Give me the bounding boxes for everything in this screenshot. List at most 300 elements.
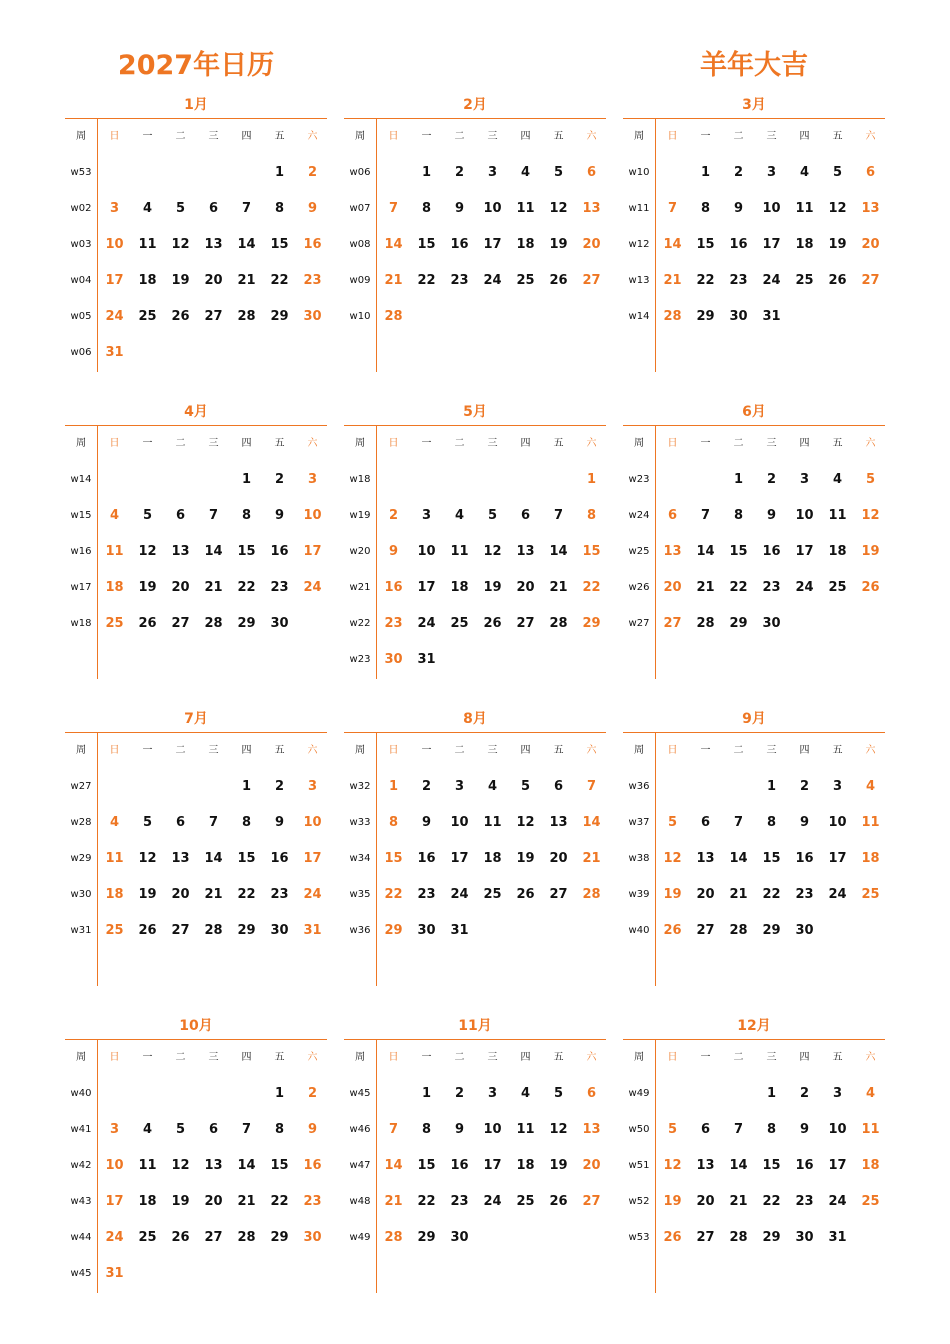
day-cell: 25 (861, 887, 880, 902)
day-cell: 19 (549, 1158, 568, 1173)
weekday-label: 一 (421, 438, 432, 449)
day-cell: 25 (516, 273, 535, 288)
day-cell: 4 (142, 1122, 153, 1137)
day-cell: 2 (274, 472, 285, 487)
day-cell: 27 (582, 273, 601, 288)
day-cell: 7 (208, 815, 219, 830)
day-cell: 4 (142, 201, 153, 216)
day-cell: 3 (307, 779, 318, 794)
weekday-label: 二 (175, 745, 186, 756)
week-row (65, 263, 327, 299)
day-cell: 2 (274, 779, 285, 794)
day-cell: 2 (307, 1086, 318, 1101)
day-cell: 12 (549, 201, 568, 216)
day-cell: 24 (303, 580, 322, 595)
day-cell: 10 (828, 1122, 847, 1137)
day-cell: 3 (487, 1086, 498, 1101)
day-cell: 28 (549, 616, 568, 631)
day-cell: 30 (384, 652, 403, 667)
day-cell: 20 (582, 1158, 601, 1173)
month-title: 6月 (742, 404, 766, 420)
day-cell: 7 (667, 201, 678, 216)
day-cell: 5 (175, 1122, 186, 1137)
weekday-label: 三 (208, 438, 219, 449)
month-block (344, 1015, 606, 1301)
day-cell: 13 (861, 201, 880, 216)
day-cell: 21 (384, 1194, 403, 1209)
week-row (623, 462, 885, 498)
week-number: w24 (628, 510, 650, 521)
day-cell: 12 (828, 201, 847, 216)
week-number: w04 (70, 275, 92, 286)
day-cell: 29 (582, 616, 601, 631)
day-cell: 24 (105, 1230, 124, 1245)
week-number: w05 (70, 311, 92, 322)
day-cell: 30 (417, 923, 436, 938)
weekday-label: 四 (799, 131, 810, 142)
day-cell: 8 (274, 201, 285, 216)
week-number: w38 (628, 853, 650, 864)
day-cell: 21 (204, 580, 223, 595)
week-row (344, 1220, 606, 1256)
day-cell: 20 (171, 887, 190, 902)
day-cell: 15 (417, 237, 436, 252)
day-cell: 15 (237, 544, 256, 559)
week-column-label: 周 (76, 438, 86, 449)
week-column-label: 周 (634, 745, 644, 756)
day-cell: 20 (696, 1194, 715, 1209)
week-column-label: 周 (355, 1052, 365, 1063)
day-cell: 31 (762, 309, 781, 324)
day-cell: 2 (454, 1086, 465, 1101)
week-number: w37 (628, 817, 650, 828)
day-cell: 22 (384, 887, 403, 902)
weekday-label: 二 (175, 131, 186, 142)
week-number: w52 (628, 1196, 650, 1207)
day-cell: 12 (516, 815, 535, 830)
day-cell: 1 (700, 165, 711, 180)
weekday-label: 六 (865, 745, 876, 756)
day-cell: 26 (171, 309, 190, 324)
day-cell: 1 (766, 1086, 777, 1101)
week-number: w12 (628, 239, 650, 250)
day-cell: 23 (417, 887, 436, 902)
day-cell: 18 (516, 237, 535, 252)
month-title: 2月 (463, 97, 487, 113)
day-cell: 5 (175, 201, 186, 216)
week-column-label: 周 (76, 131, 86, 142)
day-cell: 28 (204, 923, 223, 938)
day-cell: 24 (483, 1194, 502, 1209)
day-cell: 29 (729, 616, 748, 631)
week-number: w45 (70, 1268, 92, 1279)
week-number: w19 (349, 510, 371, 521)
day-cell: 4 (109, 508, 120, 523)
day-cell: 19 (516, 851, 535, 866)
day-cell: 21 (549, 580, 568, 595)
week-number: w44 (70, 1232, 92, 1243)
week-number: w20 (349, 546, 371, 557)
day-cell: 28 (696, 616, 715, 631)
week-number: w49 (628, 1088, 650, 1099)
weekday-label: 一 (421, 745, 432, 756)
weekday-label: 五 (274, 131, 285, 142)
weekday-label: 六 (586, 438, 597, 449)
weekday-label: 六 (865, 1052, 876, 1063)
day-cell: 14 (384, 1158, 403, 1173)
day-cell: 29 (270, 309, 289, 324)
week-row (623, 1220, 885, 1256)
day-cell: 16 (450, 1158, 469, 1173)
day-cell: 15 (237, 851, 256, 866)
day-cell: 16 (729, 237, 748, 252)
week-number: w35 (349, 889, 371, 900)
day-cell: 18 (795, 237, 814, 252)
weekday-label: 四 (241, 1052, 252, 1063)
weekday-label: 三 (766, 131, 777, 142)
week-number: w40 (628, 925, 650, 936)
weekday-label: 二 (733, 438, 744, 449)
week-number: w02 (70, 203, 92, 214)
day-cell: 29 (384, 923, 403, 938)
weekday-header-row (623, 733, 885, 769)
day-cell: 29 (762, 923, 781, 938)
day-cell: 20 (696, 887, 715, 902)
day-cell: 7 (586, 779, 597, 794)
day-cell: 22 (696, 273, 715, 288)
day-cell: 19 (861, 544, 880, 559)
day-cell: 17 (450, 851, 469, 866)
day-cell: 19 (483, 580, 502, 595)
day-cell: 4 (109, 815, 120, 830)
day-cell: 9 (307, 201, 318, 216)
weekday-label: 六 (865, 131, 876, 142)
day-cell: 1 (733, 472, 744, 487)
day-cell: 23 (795, 1194, 814, 1209)
day-cell: 22 (762, 887, 781, 902)
day-cell: 30 (303, 309, 322, 324)
week-number: w09 (349, 275, 371, 286)
week-number: w43 (70, 1196, 92, 1207)
day-cell: 21 (237, 1194, 256, 1209)
day-cell: 20 (171, 580, 190, 595)
week-number: w03 (70, 239, 92, 250)
week-number: w40 (70, 1088, 92, 1099)
week-number: w50 (628, 1124, 650, 1135)
day-cell: 27 (171, 923, 190, 938)
week-row (623, 534, 885, 570)
week-row (344, 227, 606, 263)
day-cell: 3 (454, 779, 465, 794)
weekday-label: 四 (799, 1052, 810, 1063)
month-title: 3月 (742, 97, 766, 113)
day-cell: 30 (762, 616, 781, 631)
day-cell: 4 (865, 779, 876, 794)
day-cell: 5 (667, 815, 678, 830)
day-cell: 29 (237, 923, 256, 938)
week-row (65, 1112, 327, 1148)
weekday-label: 六 (865, 438, 876, 449)
day-cell: 16 (303, 237, 322, 252)
day-cell: 12 (549, 1122, 568, 1137)
day-cell: 9 (766, 508, 777, 523)
day-cell: 17 (303, 851, 322, 866)
week-number: w13 (628, 275, 650, 286)
day-cell: 20 (516, 580, 535, 595)
week-column-label: 周 (355, 438, 365, 449)
day-cell: 12 (663, 851, 682, 866)
weekday-label: 二 (454, 1052, 465, 1063)
day-cell: 13 (204, 1158, 223, 1173)
day-cell: 4 (487, 779, 498, 794)
day-cell: 8 (388, 815, 399, 830)
weekday-label: 六 (586, 745, 597, 756)
week-row (344, 191, 606, 227)
weekday-label: 六 (307, 745, 318, 756)
weekday-label: 三 (766, 1052, 777, 1063)
day-cell: 9 (454, 201, 465, 216)
day-cell: 18 (861, 851, 880, 866)
week-number: w29 (70, 853, 92, 864)
day-cell: 13 (663, 544, 682, 559)
weekday-header-row (65, 119, 327, 155)
week-row (65, 570, 327, 606)
day-cell: 11 (105, 851, 124, 866)
day-cell: 17 (828, 1158, 847, 1173)
week-row (65, 913, 327, 949)
month-block (65, 94, 327, 380)
calendar-title: 2027年日历 (117, 50, 275, 81)
day-cell: 21 (582, 851, 601, 866)
day-cell: 29 (237, 616, 256, 631)
weekday-label: 五 (274, 438, 285, 449)
day-cell: 30 (795, 923, 814, 938)
day-cell: 7 (388, 201, 399, 216)
day-cell: 21 (729, 1194, 748, 1209)
month-block (65, 401, 327, 687)
weekday-label: 二 (454, 131, 465, 142)
week-column-label: 周 (76, 745, 86, 756)
day-cell: 14 (582, 815, 601, 830)
day-cell: 7 (733, 1122, 744, 1137)
month-title: 8月 (463, 711, 487, 727)
day-cell: 21 (663, 273, 682, 288)
day-cell: 15 (762, 1158, 781, 1173)
day-cell: 18 (861, 1158, 880, 1173)
month-block (623, 401, 885, 687)
week-number: w07 (349, 203, 371, 214)
weekday-label: 日 (667, 745, 678, 756)
day-cell: 17 (105, 1194, 124, 1209)
week-row (623, 1112, 885, 1148)
day-cell: 6 (553, 779, 564, 794)
weekday-label: 日 (667, 1052, 678, 1063)
day-cell: 22 (237, 887, 256, 902)
day-cell: 30 (450, 1230, 469, 1245)
day-cell: 3 (832, 779, 843, 794)
day-cell: 25 (105, 923, 124, 938)
day-cell: 10 (303, 815, 322, 830)
weekday-label: 日 (667, 131, 678, 142)
day-cell: 5 (865, 472, 876, 487)
week-row (65, 841, 327, 877)
week-number: w49 (349, 1232, 371, 1243)
day-cell: 6 (700, 1122, 711, 1137)
day-cell: 2 (454, 165, 465, 180)
day-cell: 11 (483, 815, 502, 830)
day-cell: 15 (696, 237, 715, 252)
day-cell: 9 (274, 815, 285, 830)
day-cell: 22 (582, 580, 601, 595)
weekday-label: 三 (487, 438, 498, 449)
weekday-label: 二 (733, 131, 744, 142)
day-cell: 14 (663, 237, 682, 252)
day-cell: 18 (105, 887, 124, 902)
weekday-label: 六 (307, 131, 318, 142)
day-cell: 23 (270, 887, 289, 902)
weekday-label: 日 (109, 438, 120, 449)
weekday-label: 二 (454, 438, 465, 449)
day-cell: 5 (553, 1086, 564, 1101)
weekday-header-row (623, 426, 885, 462)
week-row (344, 299, 606, 335)
day-cell: 3 (799, 472, 810, 487)
day-cell: 26 (663, 923, 682, 938)
day-cell: 23 (270, 580, 289, 595)
week-row (65, 1220, 327, 1256)
day-cell: 23 (303, 273, 322, 288)
day-cell: 11 (795, 201, 814, 216)
day-cell: 7 (388, 1122, 399, 1137)
week-row (65, 534, 327, 570)
weekday-label: 日 (388, 1052, 399, 1063)
month-block (65, 708, 327, 994)
day-cell: 28 (384, 1230, 403, 1245)
day-cell: 26 (138, 923, 157, 938)
week-number: w23 (349, 654, 371, 665)
day-cell: 1 (241, 779, 252, 794)
day-cell: 6 (700, 815, 711, 830)
day-cell: 14 (237, 1158, 256, 1173)
month-title: 11月 (458, 1018, 492, 1034)
week-number: w06 (70, 347, 92, 358)
week-number: w17 (70, 582, 92, 593)
week-number: w39 (628, 889, 650, 900)
day-cell: 13 (696, 1158, 715, 1173)
day-cell: 11 (138, 237, 157, 252)
weekday-label: 二 (733, 745, 744, 756)
day-cell: 16 (270, 851, 289, 866)
weekday-label: 六 (586, 1052, 597, 1063)
weekday-label: 三 (487, 1052, 498, 1063)
day-cell: 6 (865, 165, 876, 180)
weekday-label: 三 (487, 131, 498, 142)
weekday-label: 三 (208, 745, 219, 756)
day-cell: 18 (105, 580, 124, 595)
week-row (344, 462, 606, 498)
week-row (623, 1184, 885, 1220)
week-number: w10 (349, 311, 371, 322)
day-cell: 31 (828, 1230, 847, 1245)
day-cell: 28 (729, 1230, 748, 1245)
day-cell: 4 (454, 508, 465, 523)
day-cell: 18 (483, 851, 502, 866)
month-block (623, 94, 885, 380)
week-column-label: 周 (634, 131, 644, 142)
day-cell: 29 (762, 1230, 781, 1245)
week-row (65, 606, 327, 642)
day-cell: 31 (105, 1266, 124, 1281)
day-cell: 4 (865, 1086, 876, 1101)
weekday-label: 一 (700, 745, 711, 756)
day-cell: 16 (270, 544, 289, 559)
weekday-label: 六 (307, 1052, 318, 1063)
day-cell: 27 (582, 1194, 601, 1209)
day-cell: 25 (795, 273, 814, 288)
weekday-header-row (65, 426, 327, 462)
day-cell: 30 (729, 309, 748, 324)
day-cell: 25 (516, 1194, 535, 1209)
day-cell: 22 (762, 1194, 781, 1209)
day-cell: 7 (241, 1122, 252, 1137)
day-cell: 15 (270, 237, 289, 252)
weekday-label: 五 (553, 438, 564, 449)
weekday-label: 五 (832, 745, 843, 756)
week-number: w21 (349, 582, 371, 593)
day-cell: 18 (828, 544, 847, 559)
weekday-label: 日 (109, 745, 120, 756)
day-cell: 8 (241, 815, 252, 830)
week-number: w10 (628, 167, 650, 178)
day-cell: 24 (303, 887, 322, 902)
day-cell: 27 (696, 1230, 715, 1245)
day-cell: 29 (270, 1230, 289, 1245)
week-number: w32 (349, 781, 371, 792)
day-cell: 21 (237, 273, 256, 288)
day-cell: 8 (421, 201, 432, 216)
week-row (623, 841, 885, 877)
weekday-header-row (65, 1040, 327, 1076)
day-cell: 5 (553, 165, 564, 180)
day-cell: 16 (795, 1158, 814, 1173)
week-number: w33 (349, 817, 371, 828)
day-cell: 12 (861, 508, 880, 523)
week-row (65, 335, 327, 371)
day-cell: 20 (582, 237, 601, 252)
day-cell: 26 (663, 1230, 682, 1245)
week-row (344, 841, 606, 877)
weekday-label: 三 (487, 745, 498, 756)
week-row (65, 1184, 327, 1220)
week-row (623, 498, 885, 534)
day-cell: 7 (700, 508, 711, 523)
day-cell: 25 (105, 616, 124, 631)
day-cell: 3 (109, 1122, 120, 1137)
weekday-label: 四 (799, 438, 810, 449)
week-row (65, 1076, 327, 1112)
day-cell: 2 (766, 472, 777, 487)
day-cell: 9 (454, 1122, 465, 1137)
day-cell: 5 (832, 165, 843, 180)
week-row (65, 462, 327, 498)
month-title: 9月 (742, 711, 766, 727)
day-cell: 9 (307, 1122, 318, 1137)
week-column-label: 周 (76, 1052, 86, 1063)
day-cell: 4 (799, 165, 810, 180)
day-cell: 12 (663, 1158, 682, 1173)
day-cell: 12 (483, 544, 502, 559)
day-cell: 20 (204, 273, 223, 288)
